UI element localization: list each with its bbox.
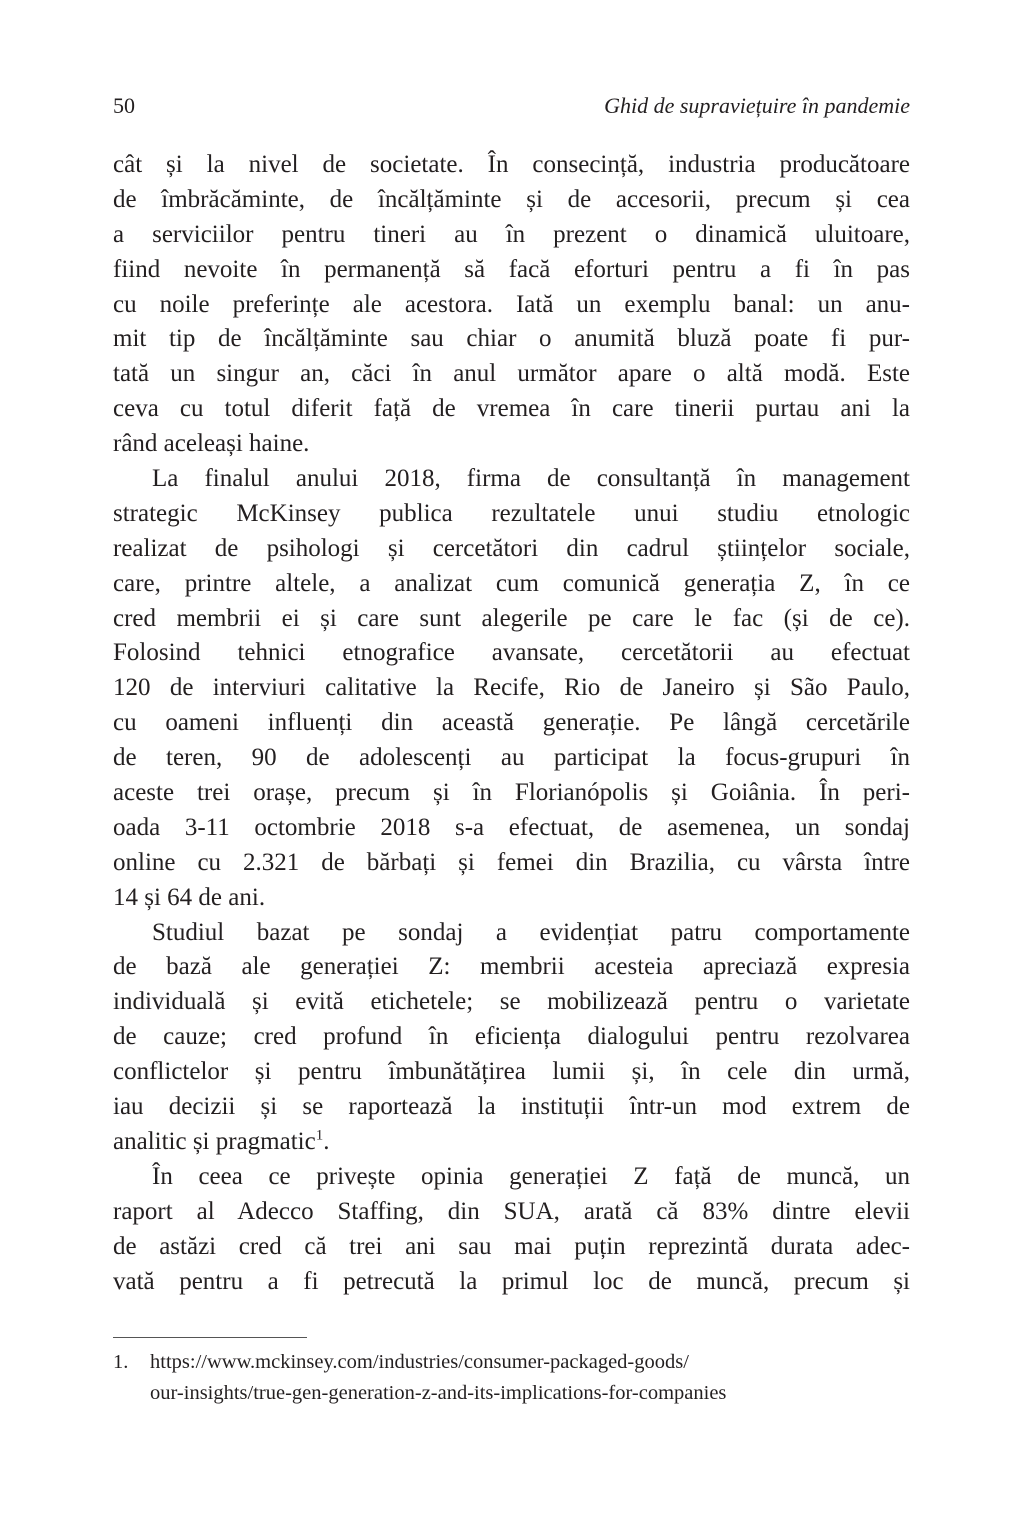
paragraph-1-line: tată un singur an, căci în anul următor apare o altă modă. Este xyxy=(113,360,910,388)
body-text xyxy=(113,148,910,1299)
paragraph-3-line: de cauze; cred profund în eficiența dialogului pentru rezolvarea xyxy=(113,1023,910,1051)
paragraph-2-line: cred membrii ei și care sunt alegerile pe care le fac (și de ce). xyxy=(113,604,910,632)
footnote xyxy=(113,1347,910,1409)
footnote-divider xyxy=(113,1337,307,1338)
paragraph-1-line: a serviciilor pentru tineri au în prezent o dinamică uluitoare, xyxy=(113,220,910,248)
paragraph-1-line: cu noile preferințe ale acestora. Iată un exemplu banal: un anu- xyxy=(113,290,910,318)
paragraph-3-line xyxy=(113,1125,910,1160)
paragraph-3-line: individuală și evită etichetele; se mobilizează pentru o varietate xyxy=(113,988,910,1016)
paragraph-3-line: iau decizii și se raportează la instituții într-un mod extrem de xyxy=(113,1093,910,1121)
paragraph-1-line: de îmbrăcăminte, de încălțăminte și de accesorii, precum și cea xyxy=(113,185,910,213)
end-punctuation: . xyxy=(323,1127,330,1155)
paragraph-2-line: strategic McKinsey publica rezultatele unui studiu etnologic xyxy=(113,499,910,527)
paragraph-4-line: de astăzi cred că trei ani sau mai puțin reprezintă durata adec- xyxy=(113,1232,910,1260)
paragraph-1-line: cât și la nivel de societate. În consecință, industria producătoare xyxy=(113,151,910,178)
paragraph-3-line: de bază ale generației Z: membrii acesteia apreciază expresia xyxy=(113,953,910,981)
paragraph-1-line: mit tip de încălțăminte sau chiar o anumită bluză poate fi pur- xyxy=(113,325,910,353)
footnote-reference[interactable]: 1 xyxy=(315,1127,324,1144)
paragraph-1-line: rând aceleași haine. xyxy=(113,430,310,458)
paragraph-3-line: Studiul bazat pe sondaj a evidențiat patru comportamente xyxy=(152,918,910,946)
page-number: 50 xyxy=(113,93,135,118)
paragraph-2-line: realizat de psihologi și cercetători din cadrul științelor sociale, xyxy=(113,534,910,562)
paragraph-2-line: 120 de interviuri calitative la Recife, Rio de Janeiro și São Paulo, xyxy=(113,674,910,702)
paragraph-1-line: fiind nevoite în permanență să facă eforturi pentru a fi în pas xyxy=(113,255,910,283)
paragraph-2-line: La finalul anului 2018, firma de consultanță în management xyxy=(152,465,910,493)
running-header-title: Ghid de supraviețuire în pandemie xyxy=(604,93,910,118)
paragraph-2-line: online cu 2.321 de bărbați și femei din Brazilia, cu vârsta între xyxy=(113,848,910,876)
paragraph-2-line: care, printre altele, a analizat cum comunică generația Z, în ce xyxy=(113,569,910,597)
paragraph-2-line: oada 3-11 octombrie 2018 s-a efectuat, de asemenea, un sondaj xyxy=(113,813,910,841)
paragraph-2-line: de teren, 90 de adolescenți au participat la focus-grupuri în xyxy=(113,744,910,772)
paragraph-2-line: aceste trei orașe, precum și în Florianópolis și Goiânia. În peri- xyxy=(113,779,910,807)
paragraph-1-line: ceva cu totul diferit față de vremea în care tinerii purtau ani la xyxy=(113,395,910,423)
paragraph-4-line: În ceea ce privește opinia generației Z față de muncă, un xyxy=(152,1162,910,1190)
paragraph-4-line: raport al Adecco Staffing, din SUA, arată că 83% dintre elevii xyxy=(113,1197,910,1225)
paragraph-4-line: vată pentru a fi petrecută la primul loc de muncă, precum și xyxy=(113,1267,910,1295)
line-text: analitic și pragmatic xyxy=(113,1127,316,1155)
paragraph-2-line: cu oameni influenți din această generație. Pe lângă cercetările xyxy=(113,709,910,737)
footnote-line: https://www.mckinsey.com/industries/consumer-packaged-goods/ xyxy=(150,1351,689,1373)
paragraph-2-line: 14 și 64 de ani. xyxy=(113,883,266,911)
paragraph-2-line: Folosind tehnici etnografice avansate, cercetătorii au efectuat xyxy=(113,639,910,667)
paragraph-3-line: conflictelor și pentru îmbunătățirea lumii și, în cele din urmă, xyxy=(113,1058,910,1086)
footnote-number: 1. xyxy=(113,1351,129,1373)
footnote-line: our-insights/true-gen-generation-z-and-its-implications-for-companies xyxy=(150,1382,727,1404)
